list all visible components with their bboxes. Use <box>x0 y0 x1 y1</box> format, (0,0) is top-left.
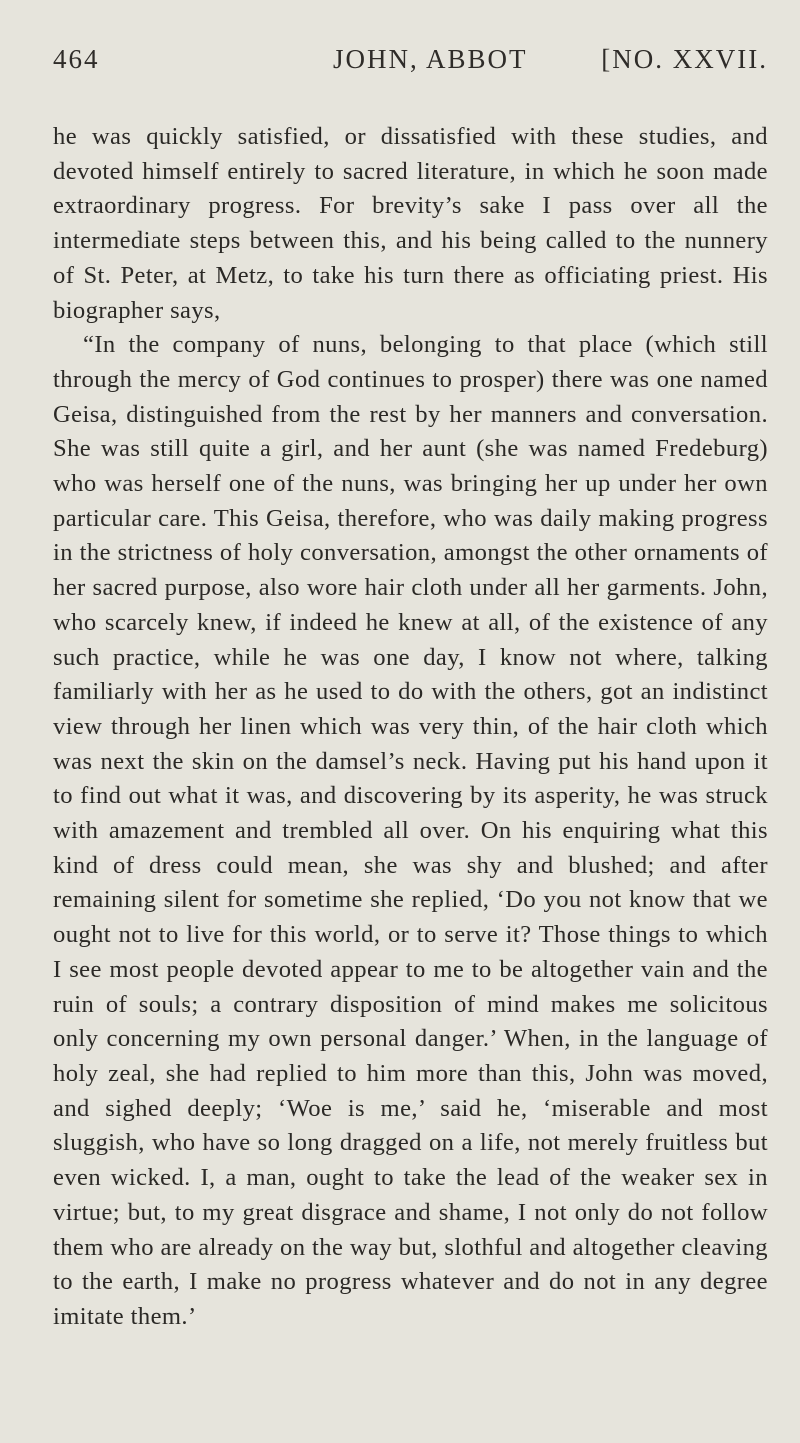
paragraph: he was quickly satisfied, or dissatisfied with these studies, and devoted himself entirely to sacred literature, in which he soon made extraordinary progress. For brevity’s sake I pass over all the intermediate steps between this, and his being called to the nunnery of St. Peter, at Metz, to take his turn there as officiating priest. His biographer says, <box>53 123 768 324</box>
body-text <box>53 120 768 1335</box>
running-title: JOHN, ABBOT <box>333 44 528 74</box>
running-head <box>53 44 768 84</box>
quoted-paragraph: “In the company of nuns, belonging to that place (which still through the mercy of God continues to prosper) there was one named Geisa, distinguished from the rest by her manners and conversation. She was still quite a girl, and her aunt (she was named Fredeburg) who was herself one of the nuns, was bringing her up under her own particular care. This Geisa, therefore, who was daily making progress in the strictness of holy conversation, amongst the other ornaments of her sacred purpose, also wore hair cloth under all her garments. John, who scarcely knew, if indeed he knew at all, of the existence of any such practice, while he was one day, I know not where, talking familiarly with her as he used to do with the others, got an indistinct view through her linen which was very thin, of the hair cloth which was next the skin on the damsel’s neck. Having put his hand upon it to find out what it was, and discovering by its asperity, he was struck with amazement and trembled all over. On his enquiring what this kind of dress could mean, she was shy and blushed; and after remaining silent for sometime she replied, ‘Do you not know that we ought not to live for this world, or to serve it? Those things to which I see most people devoted appear to me to be altogether vain and the ruin of souls; a contrary disposition of mind makes me solicitous only concerning my own personal danger.’ When, in the language of holy zeal, she had replied to him more than this, John was moved, and sighed deeply; ‘Woe is me,’ said he, ‘miserable and most sluggish, who have so long dragged on a life, not merely fruitless but even wicked. I, a man, ought to take the lead of the weaker sex in virtue; but, to my great disgrace and shame, I not only do not follow them who are already on the way but, slothful and altogether cleaving to the earth, I make no progress whatever and do not in any degree imitate them.’ <box>53 331 768 1330</box>
section-number: [NO. XXVII. <box>601 44 768 74</box>
page-number: 464 <box>53 44 100 74</box>
